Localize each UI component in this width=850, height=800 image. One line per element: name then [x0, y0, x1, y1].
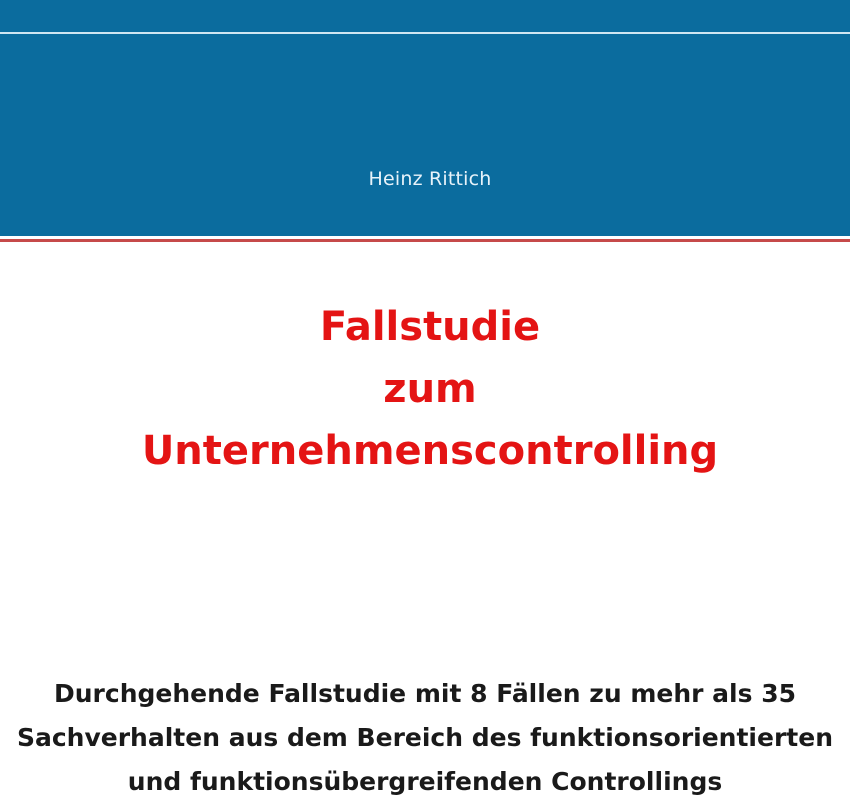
header-band-divider: [0, 32, 850, 34]
subtitle-line: und funktionsübergreifenden Controllings: [127, 767, 723, 796]
title-line: zum: [383, 366, 477, 412]
book-title: [0, 296, 850, 482]
band-separator-red: [0, 239, 850, 242]
book-subtitle: [0, 672, 850, 800]
subtitle-line: Sachverhalten aus dem Bereich des funktionsorientierten: [16, 723, 833, 752]
header-band: [0, 0, 850, 236]
title-line: Fallstudie: [319, 304, 541, 350]
author-name: Heinz Rittich: [368, 168, 492, 190]
subtitle-line: Durchgehende Fallstudie mit 8 Fällen zu mehr als 35: [54, 679, 796, 708]
title-line: Unternehmenscontrolling: [141, 428, 719, 474]
